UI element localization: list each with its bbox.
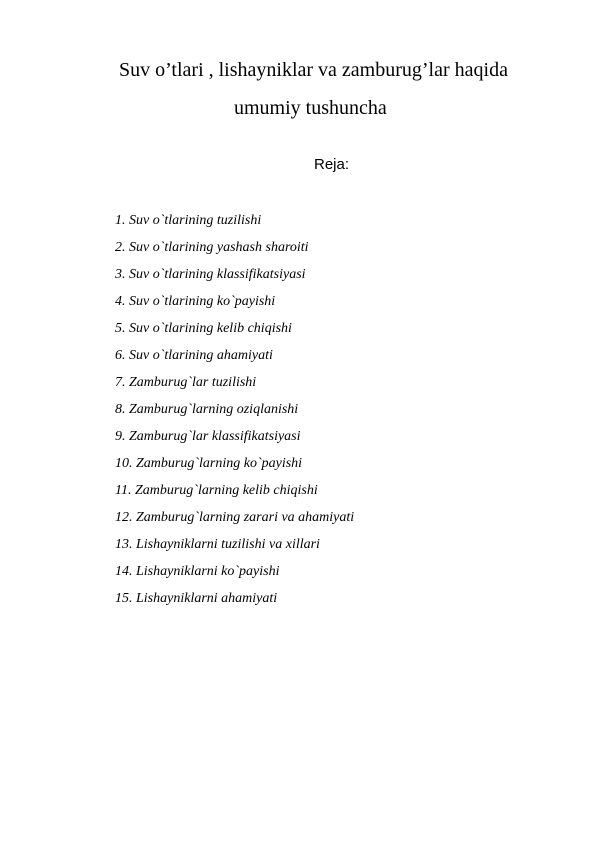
plan-heading: Reja:	[314, 156, 350, 173]
plan-item: 5. Suv o`tlarining kelib chiqishi	[115, 321, 292, 336]
plan-item: 3. Suv o`tlarining klassifikatsiyasi	[115, 267, 306, 282]
document-title-line-1: Suv o’tlari , lishayniklar va zamburug’lar haqida	[119, 59, 508, 81]
plan-item: 7. Zamburug`lar tuzilishi	[115, 375, 257, 390]
plan-item: 12. Zamburug`larning zarari va ahamiyati	[115, 510, 355, 525]
plan-item: 11. Zamburug`larning kelib chiqishi	[115, 483, 318, 498]
plan-list	[115, 212, 354, 617]
plan-item: 4. Suv o`tlarining ko`payishi	[115, 294, 276, 309]
plan-item: 9. Zamburug`lar klassifikatsiyasi	[115, 429, 301, 444]
plan-item: 15. Lishayniklarni ahamiyati	[115, 591, 278, 606]
document-title-line-2: umumiy tushuncha	[234, 97, 387, 119]
plan-item: 1. Suv o`tlarining tuzilishi	[115, 213, 262, 228]
plan-item: 14. Lishayniklarni ko`payishi	[115, 564, 280, 579]
plan-item: 13. Lishayniklarni tuzilishi va xillari	[115, 537, 320, 552]
plan-item: 2. Suv o`tlarining yashash sharoiti	[115, 240, 309, 255]
plan-item: 8. Zamburug`larning oziqlanishi	[115, 402, 299, 417]
plan-item: 6. Suv o`tlarining ahamiyati	[115, 348, 273, 363]
plan-item: 10. Zamburug`larning ko`payishi	[115, 456, 303, 471]
